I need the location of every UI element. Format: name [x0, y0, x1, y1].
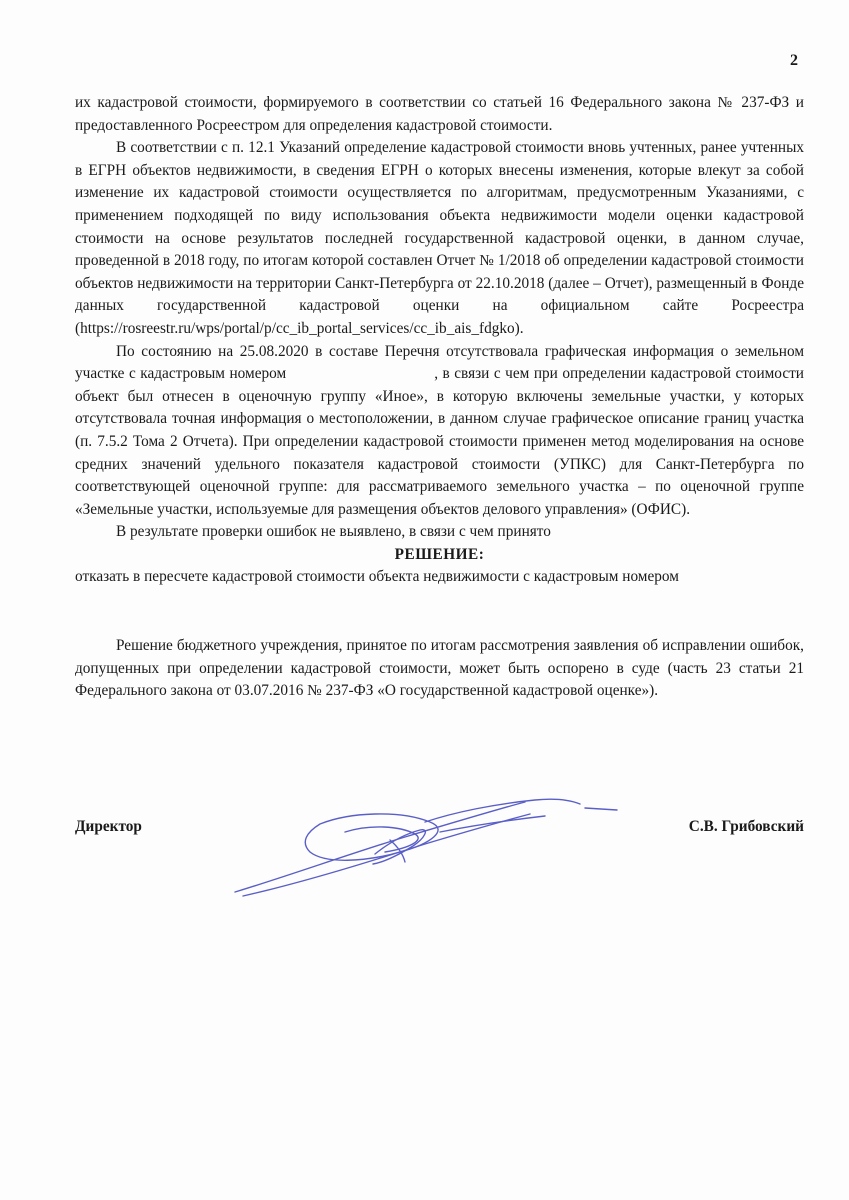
signatory-title: Директор	[75, 818, 142, 835]
paragraph-1: их кадастровой стоимости, формируемого в соответствии со статьей 16 Федерального закона № 237-ФЗ и предоставленного Росреестром для определения кадастровой стоимости.	[75, 94, 804, 134]
decision-heading: РЕШЕНИЕ:	[394, 545, 485, 563]
document-body	[75, 92, 804, 703]
paragraph-3-end: , в связи с чем при определении кадастровой стоимости объект был отнесен в оценочную группу «Иное», в которую включены земельные участки, у которых отсутствовала точная информация о местоположении, в данном случае графическое описание границ участка (п. 7.5.2 Тома 2 Отчета). При определении кадастровой стоимости применен метод моделирования на основе средних значений удельного показателя кадастровой стоимости (УПКС) для Санкт-Петербурга по соответствующей оценочной группе: для рассматриваемого земельного участка – по оценочной группе «Земельные участки, используемые для размещения объектов делового управления» (ОФИС).	[75, 365, 804, 518]
paragraph-4: В результате проверки ошибок не выявлено, в связи с чем принято	[116, 523, 551, 541]
paragraph-6: Решение бюджетного учреждения, принятое по итогам рассмотрения заявления об исправлении ошибок, допущенных при определении кадастровой стоимости, может быть оспорено в суде (часть 23 статьи 21 Федерального закона от 03.07.2016 № 237-ФЗ «О государственной кадастровой оценке»).	[75, 637, 804, 700]
signatory-name: С.В. Грибовский	[688, 818, 804, 835]
signature-block	[75, 818, 804, 842]
paragraph-3	[75, 341, 804, 522]
paragraph-2: В соответствии с п. 12.1 Указаний определение кадастровой стоимости вновь учтенных, ранее учтенных в ЕГРН объектов недвижимости, в сведения ЕГРН о которых внесены изменения, которые влекут за собой изменение их кадастровой стоимости осуществляется по алгоритмам, предусмотренным Указаниями, с применением подходящей по виду использования объекта недвижимости модели оценки кадастровой стоимости на основе результатов последней государственной кадастровой оценки, в данном случае, проведенной в 2018 году, по итогам которой составлен Отчет № 1/2018 об определении кадастровой стоимости объектов недвижимости на территории Санкт-Петербурга от 22.10.2018 (далее – Отчет), размещенный в Фонде данных государственной кадастровой оценки на официальном сайте Росреестра (https://rosreestr.ru/wps/portal/p/cc_ib_portal_services/cc_ib_ais_fdgko).	[75, 139, 804, 337]
handwritten-signature	[225, 782, 625, 912]
paragraph-3-start: По состоянию на 25.08.2020 в составе Перечня отсутствовала графическая информация о земельном участке с кадастровым номером	[75, 342, 804, 383]
paragraph-5: отказать в пересчете кадастровой стоимости объекта недвижимости с кадастровым номером	[75, 568, 679, 586]
page-number: 2	[790, 52, 798, 69]
